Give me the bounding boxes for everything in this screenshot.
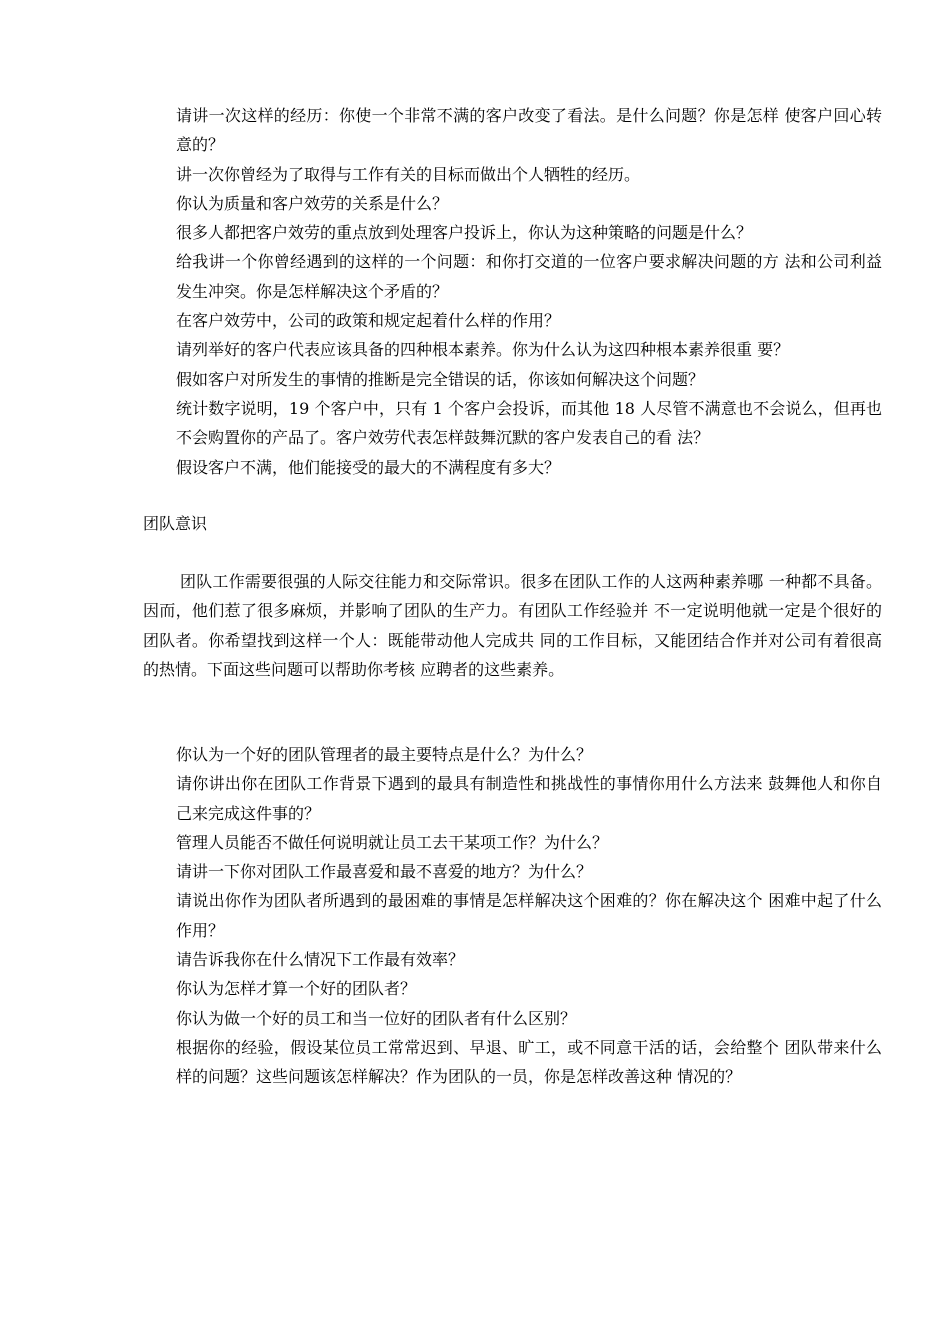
question-item: 很多人都把客户效劳的重点放到处理客户投诉上，你认为这种策略的问题是什么？ — [176, 223, 753, 243]
question-item: 统计数字说明，19 个客户中，只有 1 个客户会投诉，而其他 18 人尽管不满意也不会说么，但再也不会购置你的产品了。客户效劳代表怎样鼓舞沉默的客户发表自己的看 法？ — [176, 398, 882, 448]
question-item: 在客户效劳中，公司的政策和规定起着什么样的作用？ — [176, 311, 561, 331]
customer-service-question-list — [176, 101, 882, 482]
question-item: 根据你的经验，假设某位员工常常迟到、早退、旷工，或不同意干活的话，会给整个 团队带来什么样的问题？这些问题该怎样解决？作为团队的一员，你是怎样改善这种 情况的？ — [176, 1037, 882, 1087]
question-item: 讲一次你曾经为了取得与工作有关的目标而做出个人牺牲的经历。 — [176, 164, 641, 184]
question-item: 管理人员能否不做任何说明就让员工去干某项工作？为什么？ — [176, 832, 609, 852]
question-item: 你认为怎样才算一个好的团队者？ — [176, 979, 417, 999]
question-item: 请列举好的客户代表应该具备的四种根本素养。你为什么认为这四种根本素养很重 要？ — [176, 340, 790, 360]
teamwork-intro-paragraph: 团队工作需要很强的人际交往能力和交际常识。很多在团队工作的人这两种素养哪 一种都不具备。因而，他们惹了很多麻烦，并影响了团队的生产力。有团队工作经验并 不一定说明他就一定是个很好的团队者。你希望找到这样一个人：既能带动他人完成共 同的工作目标，又能团结合作并对公司有着很高的热情。下面这些问题可以帮助你考核 应聘者的这些素养。 — [143, 572, 882, 679]
question-item: 请你讲出你在团队工作背景下遇到的最具有制造性和挑战性的事情你用什么方法来 鼓舞他人和你自己来完成这件事的？ — [176, 774, 882, 823]
question-item: 你认为做一个好的员工和当一位好的团队者有什么区别？ — [176, 1008, 577, 1028]
teamwork-question-list — [176, 740, 882, 1092]
question-item: 给我讲一个你曾经遇到的这样的一个问题：和你打交道的一位客户要求解决问题的方 法和公司利益发生冲突。你是怎样解决这个矛盾的？ — [176, 252, 882, 301]
question-item: 请讲一下你对团队工作最喜爱和最不喜爱的地方？为什么？ — [176, 862, 593, 882]
section-heading-teamwork: 团队意识 — [143, 514, 208, 533]
question-item: 假如客户对所发生的事情的推断是完全错误的话，你该如何解决这个问题？ — [176, 369, 705, 389]
question-item: 请讲一次这样的经历：你使一个非常不满的客户改变了看法。是什么问题？你是怎样 使客户回心转意的？ — [176, 106, 882, 155]
question-item: 假设客户不满，他们能接受的最大的不满程度有多大？ — [176, 457, 561, 477]
question-item: 请说出你作为团队者所遇到的最困难的事情是怎样解决这个困难的？你在解决这个 困难中起了什么作用？ — [176, 891, 882, 940]
question-item: 你认为质量和客户效劳的关系是什么？ — [176, 193, 449, 213]
question-item: 你认为一个好的团队管理者的最主要特点是什么？为什么？ — [176, 745, 593, 764]
question-item: 请告诉我你在什么情况下工作最有效率？ — [176, 950, 465, 970]
